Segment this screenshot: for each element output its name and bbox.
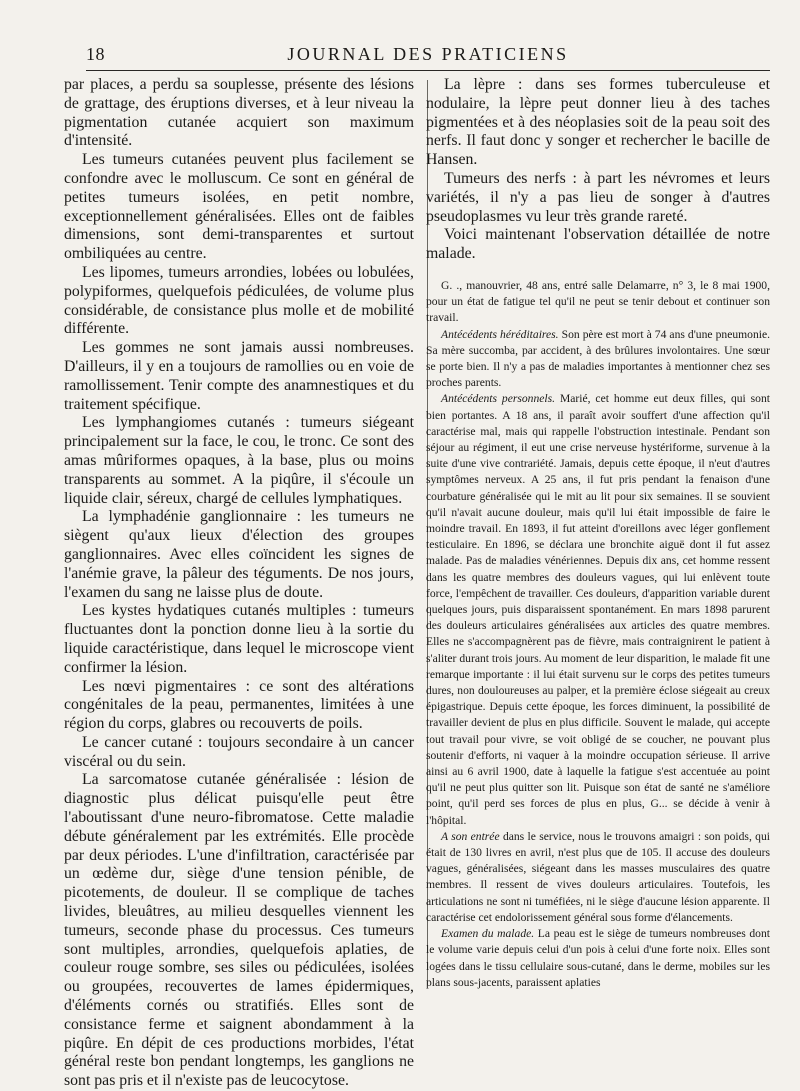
- paragraph: Voici maintenant l'observation détaillée de notre malade.: [426, 226, 770, 263]
- entry-state: [426, 829, 770, 926]
- section-lead: Antécédents personnels.: [441, 392, 556, 406]
- hereditary-history: [426, 327, 770, 392]
- section-lead: A son entrée: [441, 829, 500, 843]
- patient-exam: [426, 926, 770, 991]
- observation-intro: G. ., manouvrier, 48 ans, entré salle Delamarre, n° 3, le 8 mai 1900, pour un état de fatigue tel qu'il ne peut se tenir debout et continuer son travail.: [426, 278, 770, 325]
- right-column: [426, 76, 770, 991]
- paragraph: par places, a perdu sa souplesse, présente des lésions de grattage, des éruptions diverses, et à leur niveau la pigmentation cutanée acquiert son maximum d'intensité.: [64, 76, 414, 150]
- page-number: 18: [86, 44, 105, 64]
- paragraph: La lymphadénie ganglionnaire : les tumeurs ne siègent qu'aux lieux d'élection des groupes ganglionnaires. Avec elles coïncident les signes de l'anémie grave, la pâleur des téguments. De nos jours, l'examen du sang ne laisse plus de doute.: [64, 508, 414, 601]
- paragraph: Tumeurs des nerfs : à part les névromes et leurs variétés, il n'y a pas lieu de songer à d'autres pseudoplasmes vu leur très grande rareté.: [426, 169, 770, 225]
- left-column: [64, 76, 414, 1091]
- paragraph: Les lipomes, tumeurs arrondies, lobées ou lobulées, polypiformes, quelquefois pédiculées, de volume plus considérable, de consistance plus molle et de mobilité différente.: [64, 263, 414, 338]
- paragraph: Les kystes hydatiques cutanés multiples : tumeurs fluctuantes dont la ponction donne lieu à la sortie du liquide caractéristique, dans lequel le microscope vient confirmer la lésion.: [64, 602, 414, 676]
- paragraph: La sarcomatose cutanée généralisée : lésion de diagnostic plus délicat puisqu'elle peut être l'aboutissant d'une neuro-fibromatose. Cette maladie débute généralement par les extrémités. Elle procède par deux périodes. L'une d'infiltration, caractérisée par un œdème dur, siège d'une tension pénible, de picotements, de douleur. Il se complique de taches livides, bleuâtres, au milieu desquelles viennent les tumeurs, seconde phase du processus. Ces tumeurs sont multiples, arrondies, quelquefois aplaties, de couleur rouge sombre, ses siles ou pédiculées, isolées ou groupées, recouvertes de lames épidermiques, d'éléments cornés ou stratifiés. Elles sont de consistance ferme et saignent abondamment à la piqûre. En dépit de ces productions morbides, l'état général reste bon pendant longtemps, les ganglions ne sont pas pris et il n'existe pas de leucocytose.: [64, 771, 414, 1090]
- paragraph: Les nœvi pigmentaires : ce sont des altérations congénitales de la peau, permanentes, limitées à une région du corps, glabres ou recouverts de poils.: [64, 677, 414, 733]
- header-rule: [86, 70, 770, 71]
- section-lead: Examen du malade.: [441, 927, 535, 941]
- section-text: La peau est le siège de tumeurs nombreuses dont le volume varie depuis celui d'un pois à celui d'une forte noix. Elles sont logées dans le tissu cellulaire sous-cutané, dans le derme, mobiles sur les plans sous-jacents, paraissent aplaties: [426, 927, 771, 989]
- section-lead: Antécédents héréditaires.: [441, 327, 559, 341]
- paragraph: Les tumeurs cutanées peuvent plus facilement se confondre avec le molluscum. Ce sont en général de petites tumeurs isolées, en petit nombre, exceptionnellement généralisées. Elles ont de faibles dimensions, sont demi-transparentes et surtout ombiliquées au centre.: [64, 151, 414, 263]
- observation-text: [426, 278, 770, 991]
- right-column-text: [426, 76, 770, 264]
- paragraph: La lèpre : dans ses formes tuberculeuse et nodulaire, la lèpre peut donner lieu à des taches pigmentées et à des néoplasies soit de la peau soit des nerfs. Il faut donc y songer et rechercher le bacille de Hansen.: [426, 76, 770, 169]
- section-text: Son père est mort à 74 ans d'une pneumonie. Sa mère succomba, par accident, à des brûlures involontaires. Une sœur se porte bien. Il n'y a pas de maladies importantes à mentionner chez ses proches parents.: [426, 327, 771, 390]
- section-text: Marié, cet homme eut deux filles, qui sont bien portantes. A 18 ans, il paraît avoir souffert d'une affection qu'il caractérise mal, mais qui rappelle l'obstruction intestinale. Pendant son séjour au régiment, il eut une crise nerveuse hystériforme, survenue à la suite d'une vive contrariété. Jamais, depuis cette époque, il n'eut d'autres symptômes nerveux. A 25 ans, il fut pris pendant la fenaison d'une courbature généralisée qui le mit au lit pour six semaines. Il se souvient qu'il n'avait aucune douleur, mais qu'il lui était impossible de faire le moindre travail. En 1893, il fut atteint d'oreillons avec léger gonflement testiculaire. En 1896, se déclara une bronchite aiguë dont il fut assez malade. Pas de maladies vénériennes. Depuis dix ans, cet homme ressent dans les quatre membres des douleurs vagues, qui lui enlèvent toute force, l'empêchent de travailler. Ces douleurs, d'apparition variable durent quelques jours, puis disparaissent spontanément. En mars 1898 parurent des douleurs articulaires généralisées aux articles des quatre membres. Elles ne s'accompagnèrent pas de fièvre, mais contraignirent le patient à s'aliter durant trois jours. Au moment de leur disparition, le malade fit une remarque importante : il lui était survenu sur le corps des petites tumeurs dures, non douloureuses au palper, et la première éclose siégeait au creux épigastrique. Depuis cette époque, les forces diminuent, la possibilité de travailler devient de plus en plus difficile. Souvent le malade, qui accepte tout travail pour vivre, se voit obligé de se coucher, ne pouvant plus soutenir d'efforts, ni vaquer à la moindre occupation sérieuse. Il arrive ainsi au 6 avril 1900, date à laquelle la fatigue s'est accentuée au point qu'il ne peut plus quitter son lit. Puisque son état de santé ne s'améliore point, qu'il perd ses forces de plus en plus, G... se décide à venir à l'hôpital.: [426, 392, 770, 827]
- paragraph: Les gommes ne sont jamais aussi nombreuses. D'ailleurs, il y en a toujours de ramollies ou en voie de ramollissement. Tenir compte des anamnestiques et du traitement spécifique.: [64, 339, 414, 413]
- page-header: [86, 42, 770, 68]
- personal-history: [426, 391, 770, 828]
- section-text: dans le service, nous le trouvons amaigri : son poids, qui était de 130 livres en avril, n'est plus que de 105. Il accuse des douleurs vagues, généralisées, siégeant dans les masses musculaires des quatre membres. Il ressent de vives douleurs articulaires. Toutefois, les articulations ne sont ni tuméfiées, ni le siège d'aucune lésion apparente. Il caractérise cet endolorissement général sous forme d'élancements.: [426, 829, 770, 924]
- running-title: JOURNAL DES PRATICIENS: [287, 44, 569, 64]
- paragraph: Les lymphangiomes cutanés : tumeurs siégeant principalement sur la face, le cou, le tronc. Ce sont des amas mûriformes opaques, à la base, plus ou moins transparents au sommet. A la piqûre, il s'écoule un liquide clair, séreux, chargé de cellules lymphatiques.: [64, 414, 414, 507]
- paragraph: Le cancer cutané : toujours secondaire à un cancer viscéral ou du sein.: [64, 733, 414, 770]
